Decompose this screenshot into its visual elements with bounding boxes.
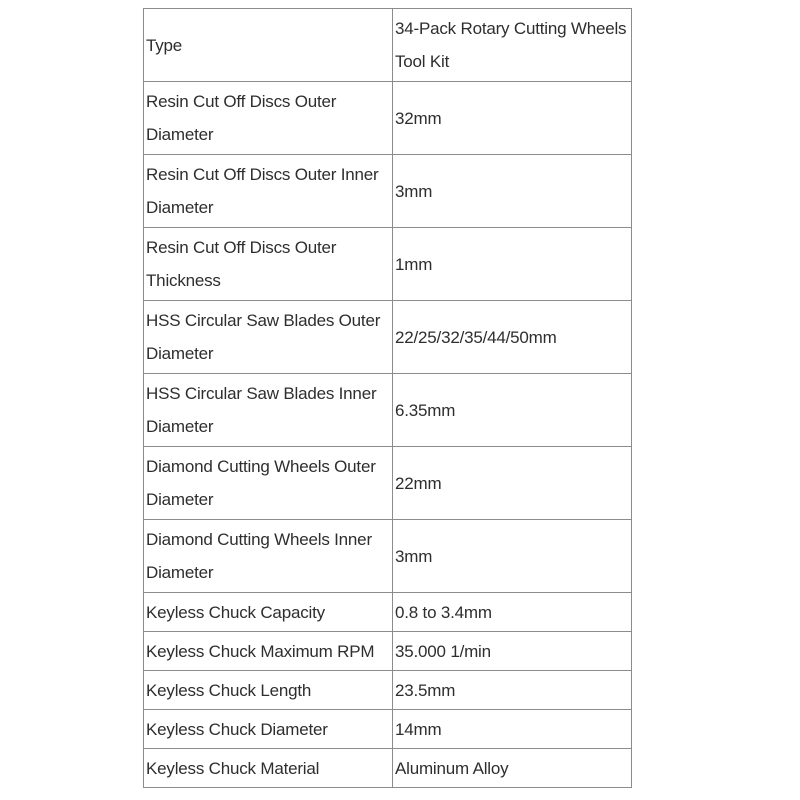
spec-label: Keyless Chuck Maximum RPM	[144, 632, 393, 671]
spec-value: 32mm	[393, 82, 632, 155]
table-row	[144, 671, 632, 710]
spec-value: 14mm	[393, 710, 632, 749]
table-row	[144, 228, 632, 301]
spec-value: 22mm	[393, 447, 632, 520]
table-row	[144, 593, 632, 632]
spec-label: Diamond Cutting Wheels Inner Diameter	[144, 520, 393, 593]
spec-value: 22/25/32/35/44/50mm	[393, 301, 632, 374]
spec-value: 0.8 to 3.4mm	[393, 593, 632, 632]
table-row	[144, 520, 632, 593]
spec-value: 1mm	[393, 228, 632, 301]
spec-value: 35.000 1/min	[393, 632, 632, 671]
table-row	[144, 155, 632, 228]
spec-label: Keyless Chuck Capacity	[144, 593, 393, 632]
spec-label: Resin Cut Off Discs Outer Thickness	[144, 228, 393, 301]
spec-value: 3mm	[393, 155, 632, 228]
spec-label: Resin Cut Off Discs Outer Inner Diameter	[144, 155, 393, 228]
spec-label: Diamond Cutting Wheels Outer Diameter	[144, 447, 393, 520]
table-row	[144, 749, 632, 788]
spec-label: Keyless Chuck Length	[144, 671, 393, 710]
spec-table-container	[143, 8, 631, 788]
spec-table	[143, 8, 632, 788]
table-row	[144, 632, 632, 671]
table-row	[144, 82, 632, 155]
spec-label: Type	[144, 9, 393, 82]
spec-label: Resin Cut Off Discs Outer Diameter	[144, 82, 393, 155]
table-row-type	[144, 9, 632, 82]
spec-value: 23.5mm	[393, 671, 632, 710]
table-row	[144, 374, 632, 447]
table-row	[144, 447, 632, 520]
spec-value: 34-Pack Rotary Cutting Wheels Tool Kit	[393, 9, 632, 82]
spec-value: 3mm	[393, 520, 632, 593]
spec-value: Aluminum Alloy	[393, 749, 632, 788]
spec-value: 6.35mm	[393, 374, 632, 447]
spec-label: HSS Circular Saw Blades Inner Diameter	[144, 374, 393, 447]
spec-label: Keyless Chuck Material	[144, 749, 393, 788]
table-row	[144, 301, 632, 374]
spec-label: Keyless Chuck Diameter	[144, 710, 393, 749]
table-row	[144, 710, 632, 749]
spec-label: HSS Circular Saw Blades Outer Diameter	[144, 301, 393, 374]
